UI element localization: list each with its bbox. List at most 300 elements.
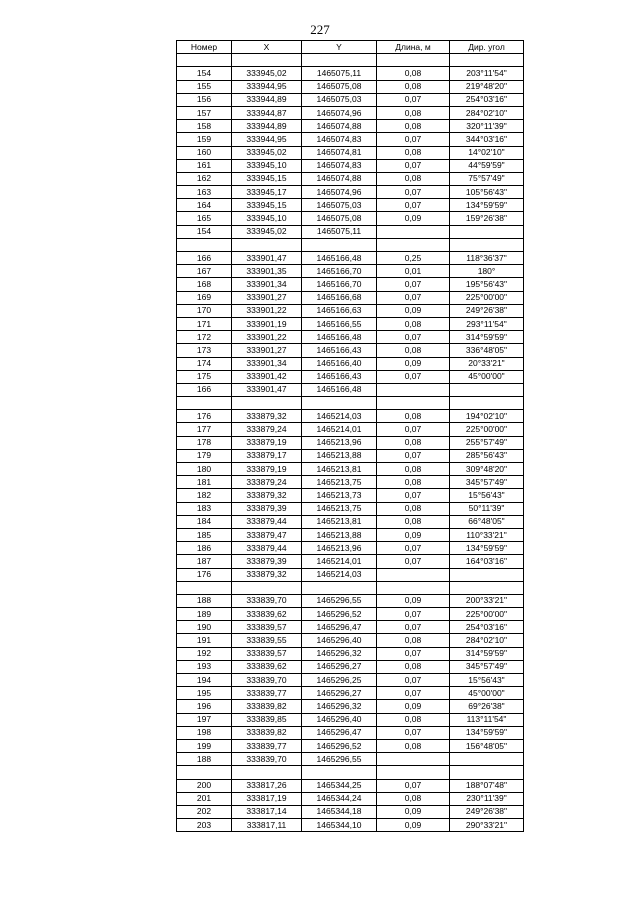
- x-coordinate: [232, 238, 302, 251]
- direction-angle: 225°00'00": [450, 423, 524, 436]
- y-coordinate: 1465296,32: [302, 647, 377, 660]
- y-coordinate: 1465074,88: [302, 120, 377, 133]
- length: 0,07: [377, 93, 450, 106]
- direction-angle: [450, 568, 524, 581]
- direction-angle: 69°26'38": [450, 700, 524, 713]
- direction-angle: 75°57'49": [450, 172, 524, 185]
- header-x: X: [232, 41, 302, 54]
- length: [377, 568, 450, 581]
- point-number: 164: [177, 199, 232, 212]
- y-coordinate: 1465074,83: [302, 159, 377, 172]
- point-number: 203: [177, 819, 232, 832]
- point-number: [177, 54, 232, 67]
- y-coordinate: 1465214,03: [302, 568, 377, 581]
- table-row: [177, 120, 524, 133]
- y-coordinate: [302, 238, 377, 251]
- y-coordinate: [302, 766, 377, 779]
- x-coordinate: 333839,77: [232, 739, 302, 752]
- x-coordinate: 333945,10: [232, 212, 302, 225]
- direction-angle: 285°56'43": [450, 449, 524, 462]
- y-coordinate: 1465074,83: [302, 133, 377, 146]
- table-row: [177, 146, 524, 159]
- length: 0,07: [377, 331, 450, 344]
- y-coordinate: 1465166,55: [302, 317, 377, 330]
- length: 0,07: [377, 186, 450, 199]
- length: [377, 581, 450, 594]
- direction-angle: 44°59'59": [450, 159, 524, 172]
- x-coordinate: 333817,19: [232, 792, 302, 805]
- y-coordinate: [302, 54, 377, 67]
- point-number: 177: [177, 423, 232, 436]
- table-row: [177, 410, 524, 423]
- x-coordinate: 333817,14: [232, 805, 302, 818]
- point-number: 158: [177, 120, 232, 133]
- header-number: Номер: [177, 41, 232, 54]
- table-row: [177, 608, 524, 621]
- direction-angle: 249°26'38": [450, 304, 524, 317]
- point-number: 176: [177, 410, 232, 423]
- table-row: [177, 331, 524, 344]
- table-row: [177, 436, 524, 449]
- point-number: 202: [177, 805, 232, 818]
- point-number: 186: [177, 542, 232, 555]
- length: 0,07: [377, 555, 450, 568]
- point-number: [177, 766, 232, 779]
- direction-angle: 314°59'59": [450, 647, 524, 660]
- table-row: [177, 278, 524, 291]
- y-coordinate: 1465296,32: [302, 700, 377, 713]
- y-coordinate: [302, 581, 377, 594]
- point-number: 167: [177, 265, 232, 278]
- y-coordinate: 1465296,40: [302, 634, 377, 647]
- length: 0,09: [377, 805, 450, 818]
- y-coordinate: 1465075,03: [302, 93, 377, 106]
- x-coordinate: 333839,62: [232, 608, 302, 621]
- point-number: 199: [177, 739, 232, 752]
- x-coordinate: 333879,19: [232, 436, 302, 449]
- y-coordinate: 1465075,08: [302, 80, 377, 93]
- direction-angle: 345°57'49": [450, 476, 524, 489]
- y-coordinate: 1465166,48: [302, 331, 377, 344]
- y-coordinate: 1465166,40: [302, 357, 377, 370]
- table-row: [177, 172, 524, 185]
- length: 0,08: [377, 739, 450, 752]
- x-coordinate: 333839,62: [232, 660, 302, 673]
- x-coordinate: 333901,27: [232, 344, 302, 357]
- length: 0,08: [377, 476, 450, 489]
- point-number: 160: [177, 146, 232, 159]
- x-coordinate: 333879,44: [232, 542, 302, 555]
- table-row: [177, 674, 524, 687]
- point-number: 168: [177, 278, 232, 291]
- length: [377, 766, 450, 779]
- point-number: 172: [177, 331, 232, 344]
- direction-angle: 320°11'39": [450, 120, 524, 133]
- y-coordinate: 1465166,63: [302, 304, 377, 317]
- length: [377, 753, 450, 766]
- direction-angle: [450, 225, 524, 238]
- length: 0,08: [377, 172, 450, 185]
- length: 0,07: [377, 449, 450, 462]
- direction-angle: 164°03'16": [450, 555, 524, 568]
- point-number: 162: [177, 172, 232, 185]
- point-number: 181: [177, 476, 232, 489]
- length: 0,08: [377, 436, 450, 449]
- y-coordinate: 1465166,48: [302, 252, 377, 265]
- table-row: [177, 819, 524, 832]
- y-coordinate: 1465213,81: [302, 515, 377, 528]
- table-row: [177, 212, 524, 225]
- y-coordinate: 1465296,40: [302, 713, 377, 726]
- x-coordinate: 333879,32: [232, 410, 302, 423]
- y-coordinate: 1465074,81: [302, 146, 377, 159]
- direction-angle: 284°02'10": [450, 106, 524, 119]
- y-coordinate: 1465296,55: [302, 753, 377, 766]
- table-row: [177, 106, 524, 119]
- table-row: [177, 225, 524, 238]
- direction-angle: 134°59'59": [450, 542, 524, 555]
- x-coordinate: 333839,55: [232, 634, 302, 647]
- length: 0,09: [377, 528, 450, 541]
- point-number: 197: [177, 713, 232, 726]
- length: 0,07: [377, 542, 450, 555]
- length: 0,09: [377, 594, 450, 607]
- point-number: 155: [177, 80, 232, 93]
- header-y: Y: [302, 41, 377, 54]
- point-number: 169: [177, 291, 232, 304]
- direction-angle: [450, 54, 524, 67]
- point-number: 194: [177, 674, 232, 687]
- table-row: [177, 766, 524, 779]
- table-row: [177, 54, 524, 67]
- table-row: [177, 687, 524, 700]
- x-coordinate: 333839,85: [232, 713, 302, 726]
- y-coordinate: 1465213,88: [302, 528, 377, 541]
- table-row: [177, 542, 524, 555]
- y-coordinate: 1465296,27: [302, 660, 377, 673]
- length: 0,07: [377, 647, 450, 660]
- length: 0,08: [377, 515, 450, 528]
- point-number: 183: [177, 502, 232, 515]
- y-coordinate: 1465074,96: [302, 186, 377, 199]
- point-number: 165: [177, 212, 232, 225]
- direction-angle: 134°59'59": [450, 726, 524, 739]
- y-coordinate: 1465214,01: [302, 423, 377, 436]
- point-number: 187: [177, 555, 232, 568]
- table-row: [177, 304, 524, 317]
- table-row: [177, 805, 524, 818]
- x-coordinate: 333839,57: [232, 621, 302, 634]
- x-coordinate: 333901,27: [232, 291, 302, 304]
- y-coordinate: 1465213,96: [302, 436, 377, 449]
- direction-angle: [450, 753, 524, 766]
- direction-angle: [450, 383, 524, 396]
- point-number: 198: [177, 726, 232, 739]
- direction-angle: 45°00'00": [450, 687, 524, 700]
- direction-angle: [450, 766, 524, 779]
- table-header-row: [177, 41, 524, 54]
- table-row: [177, 317, 524, 330]
- table-row: [177, 792, 524, 805]
- x-coordinate: 333901,22: [232, 331, 302, 344]
- table-row: [177, 502, 524, 515]
- y-coordinate: 1465074,88: [302, 172, 377, 185]
- table-row: [177, 357, 524, 370]
- header-length: Длина, м: [377, 41, 450, 54]
- length: 0,07: [377, 423, 450, 436]
- table-body: [177, 54, 524, 832]
- x-coordinate: 333839,77: [232, 687, 302, 700]
- table-row: [177, 291, 524, 304]
- direction-angle: 290°33'21": [450, 819, 524, 832]
- y-coordinate: 1465214,03: [302, 410, 377, 423]
- y-coordinate: 1465296,27: [302, 687, 377, 700]
- x-coordinate: [232, 581, 302, 594]
- length: 0,07: [377, 159, 450, 172]
- x-coordinate: 333879,32: [232, 489, 302, 502]
- direction-angle: 159°26'38": [450, 212, 524, 225]
- length: 0,08: [377, 317, 450, 330]
- x-coordinate: [232, 397, 302, 410]
- x-coordinate: 333901,42: [232, 370, 302, 383]
- x-coordinate: 333945,15: [232, 172, 302, 185]
- y-coordinate: 1465344,24: [302, 792, 377, 805]
- point-number: 195: [177, 687, 232, 700]
- direction-angle: 20°33'21": [450, 357, 524, 370]
- y-coordinate: 1465074,96: [302, 106, 377, 119]
- y-coordinate: 1465166,70: [302, 265, 377, 278]
- table-row: [177, 753, 524, 766]
- direction-angle: 309°48'20": [450, 463, 524, 476]
- point-number: 190: [177, 621, 232, 634]
- y-coordinate: 1465213,96: [302, 542, 377, 555]
- table-row: [177, 568, 524, 581]
- direction-angle: 219°48'20": [450, 80, 524, 93]
- direction-angle: 195°56'43": [450, 278, 524, 291]
- length: 0,08: [377, 792, 450, 805]
- point-number: 163: [177, 186, 232, 199]
- y-coordinate: 1465166,68: [302, 291, 377, 304]
- length: [377, 54, 450, 67]
- table-row: [177, 159, 524, 172]
- direction-angle: 314°59'59": [450, 331, 524, 344]
- length: 0,09: [377, 304, 450, 317]
- point-number: 166: [177, 383, 232, 396]
- x-coordinate: 333879,19: [232, 463, 302, 476]
- y-coordinate: [302, 397, 377, 410]
- length: [377, 397, 450, 410]
- header-direction-angle: Дир. угол: [450, 41, 524, 54]
- y-coordinate: 1465214,01: [302, 555, 377, 568]
- direction-angle: [450, 581, 524, 594]
- table-row: [177, 528, 524, 541]
- direction-angle: 284°02'10": [450, 634, 524, 647]
- x-coordinate: 333945,15: [232, 199, 302, 212]
- table-row: [177, 67, 524, 80]
- direction-angle: 194°02'10": [450, 410, 524, 423]
- length: 0,07: [377, 726, 450, 739]
- point-number: 174: [177, 357, 232, 370]
- y-coordinate: 1465213,75: [302, 502, 377, 515]
- direction-angle: 254°03'16": [450, 93, 524, 106]
- y-coordinate: 1465166,48: [302, 383, 377, 396]
- length: [377, 225, 450, 238]
- direction-angle: 15°56'43": [450, 489, 524, 502]
- length: 0,07: [377, 291, 450, 304]
- table-row: [177, 779, 524, 792]
- direction-angle: 255°57'49": [450, 436, 524, 449]
- direction-angle: 113°11'54": [450, 713, 524, 726]
- point-number: 171: [177, 317, 232, 330]
- y-coordinate: 1465296,52: [302, 739, 377, 752]
- table-row: [177, 449, 524, 462]
- direction-angle: 225°00'00": [450, 608, 524, 621]
- y-coordinate: 1465075,11: [302, 67, 377, 80]
- direction-angle: 230°11'39": [450, 792, 524, 805]
- direction-angle: 156°48'05": [450, 739, 524, 752]
- point-number: 180: [177, 463, 232, 476]
- point-number: 175: [177, 370, 232, 383]
- table-row: [177, 344, 524, 357]
- length: 0,09: [377, 700, 450, 713]
- length: 0,08: [377, 106, 450, 119]
- x-coordinate: 333901,34: [232, 357, 302, 370]
- point-number: 184: [177, 515, 232, 528]
- length: 0,07: [377, 779, 450, 792]
- length: 0,25: [377, 252, 450, 265]
- x-coordinate: 333944,95: [232, 133, 302, 146]
- x-coordinate: 333839,70: [232, 753, 302, 766]
- direction-angle: 50°11'39": [450, 502, 524, 515]
- x-coordinate: 333944,87: [232, 106, 302, 119]
- length: [377, 238, 450, 251]
- y-coordinate: 1465166,43: [302, 370, 377, 383]
- coordinates-table: [176, 40, 524, 832]
- table-row: [177, 515, 524, 528]
- point-number: 156: [177, 93, 232, 106]
- point-number: 154: [177, 225, 232, 238]
- table-row: [177, 713, 524, 726]
- y-coordinate: 1465213,81: [302, 463, 377, 476]
- point-number: 193: [177, 660, 232, 673]
- table-row: [177, 199, 524, 212]
- x-coordinate: 333901,19: [232, 317, 302, 330]
- direction-angle: 225°00'00": [450, 291, 524, 304]
- point-number: 166: [177, 252, 232, 265]
- length: 0,07: [377, 687, 450, 700]
- x-coordinate: 333839,57: [232, 647, 302, 660]
- y-coordinate: 1465296,47: [302, 726, 377, 739]
- direction-angle: 134°59'59": [450, 199, 524, 212]
- point-number: 196: [177, 700, 232, 713]
- page-number: 227: [310, 22, 330, 37]
- length: 0,08: [377, 410, 450, 423]
- length: 0,07: [377, 278, 450, 291]
- point-number: [177, 581, 232, 594]
- x-coordinate: 333945,02: [232, 67, 302, 80]
- x-coordinate: 333879,24: [232, 476, 302, 489]
- point-number: 188: [177, 594, 232, 607]
- direction-angle: 180°: [450, 265, 524, 278]
- x-coordinate: 333944,95: [232, 80, 302, 93]
- direction-angle: 15°56'43": [450, 674, 524, 687]
- y-coordinate: 1465213,88: [302, 449, 377, 462]
- x-coordinate: 333879,32: [232, 568, 302, 581]
- x-coordinate: 333839,82: [232, 726, 302, 739]
- table-row: [177, 252, 524, 265]
- length: 0,09: [377, 212, 450, 225]
- direction-angle: 118°36'37": [450, 252, 524, 265]
- length: 0,08: [377, 463, 450, 476]
- length: 0,07: [377, 489, 450, 502]
- length: 0,07: [377, 133, 450, 146]
- point-number: 154: [177, 67, 232, 80]
- direction-angle: 14°02'10": [450, 146, 524, 159]
- length: 0,08: [377, 344, 450, 357]
- table-row: [177, 265, 524, 278]
- point-number: 157: [177, 106, 232, 119]
- point-number: 182: [177, 489, 232, 502]
- y-coordinate: 1465213,73: [302, 489, 377, 502]
- point-number: 170: [177, 304, 232, 317]
- point-number: 200: [177, 779, 232, 792]
- point-number: 173: [177, 344, 232, 357]
- x-coordinate: [232, 54, 302, 67]
- table-row: [177, 238, 524, 251]
- direction-angle: 293°11'54": [450, 317, 524, 330]
- y-coordinate: 1465296,55: [302, 594, 377, 607]
- point-number: [177, 397, 232, 410]
- length: [377, 383, 450, 396]
- table-row: [177, 660, 524, 673]
- x-coordinate: 333945,17: [232, 186, 302, 199]
- y-coordinate: 1465166,70: [302, 278, 377, 291]
- x-coordinate: 333879,39: [232, 555, 302, 568]
- y-coordinate: 1465344,18: [302, 805, 377, 818]
- x-coordinate: 333879,39: [232, 502, 302, 515]
- x-coordinate: 333944,89: [232, 120, 302, 133]
- direction-angle: 66°48'05": [450, 515, 524, 528]
- table-row: [177, 80, 524, 93]
- length: 0,09: [377, 819, 450, 832]
- length: 0,08: [377, 502, 450, 515]
- x-coordinate: 333817,26: [232, 779, 302, 792]
- point-number: 188: [177, 753, 232, 766]
- length: 0,07: [377, 621, 450, 634]
- table-row: [177, 489, 524, 502]
- length: 0,08: [377, 713, 450, 726]
- point-number: 191: [177, 634, 232, 647]
- x-coordinate: 333945,02: [232, 146, 302, 159]
- table-row: [177, 370, 524, 383]
- table-row: [177, 423, 524, 436]
- x-coordinate: 333901,47: [232, 383, 302, 396]
- table-row: [177, 726, 524, 739]
- direction-angle: [450, 397, 524, 410]
- x-coordinate: 333839,70: [232, 674, 302, 687]
- x-coordinate: 333879,47: [232, 528, 302, 541]
- table-row: [177, 647, 524, 660]
- x-coordinate: 333901,47: [232, 252, 302, 265]
- length: 0,01: [377, 265, 450, 278]
- direction-angle: 105°56'43": [450, 186, 524, 199]
- y-coordinate: 1465296,25: [302, 674, 377, 687]
- table-row: [177, 594, 524, 607]
- length: 0,07: [377, 199, 450, 212]
- x-coordinate: 333839,70: [232, 594, 302, 607]
- y-coordinate: 1465296,47: [302, 621, 377, 634]
- direction-angle: 254°03'16": [450, 621, 524, 634]
